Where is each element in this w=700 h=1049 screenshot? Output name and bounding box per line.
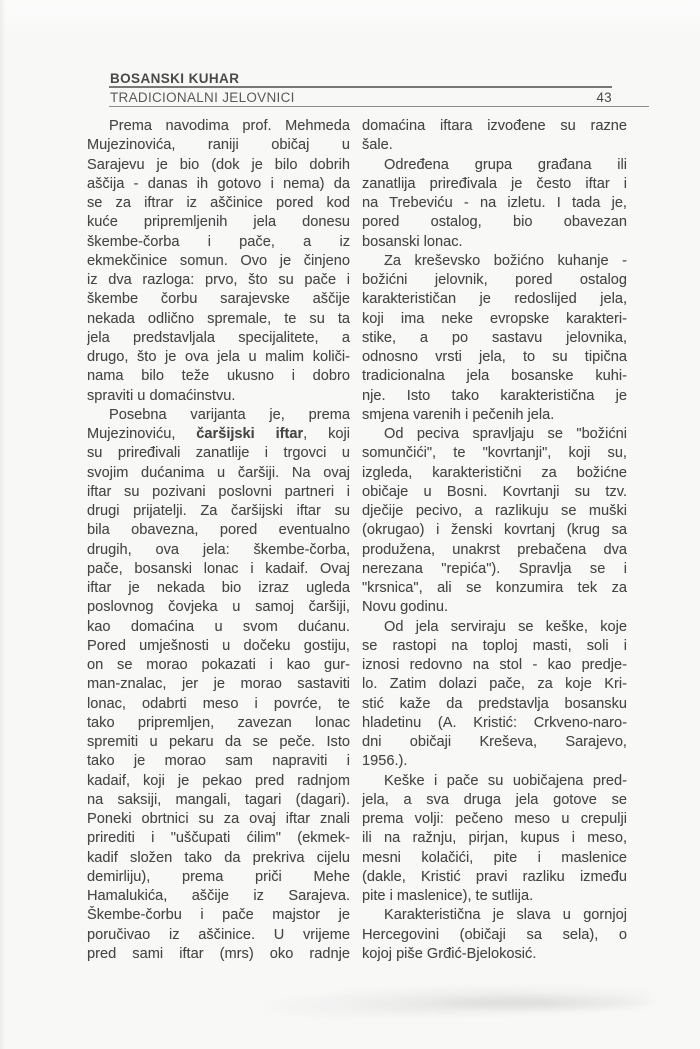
text-line: poslovnog čovjeka u samoj čaršiji, (87, 599, 350, 616)
text-line: kadif složen tako da prekriva cijelu (87, 849, 350, 866)
text-line: Poneki obrtnici su za ovaj iftar znali (87, 811, 350, 827)
text-line: stike, a po sastavu jelovnika, (362, 329, 627, 346)
text-line: man-znalac, jer je morao sastaviti (87, 676, 350, 693)
text-line: škembe čorbu sarajevske aščije (87, 291, 350, 308)
text-line: kuće pripremljenih jela donesu (87, 214, 350, 231)
text-line: nama bilo teže ukusno i dobro (87, 368, 350, 385)
header-rule-bottom (109, 106, 649, 107)
text-line: Prema navodima prof. Mehmeda (109, 118, 350, 134)
text-line: jela, a sva druga jela gotove se (362, 791, 627, 808)
text-line: izgleda, karakteristični za božićne (362, 464, 627, 481)
paragraph (362, 117, 627, 156)
text-line: iftar je nekada bio izraz ugleda (87, 580, 350, 596)
text-line: Keške i pače su uobičajena pred- (384, 772, 627, 789)
text-line: aščija - danas ih gotovo i nema) da (87, 175, 350, 192)
text-line: šale. (362, 137, 393, 154)
text-line: nerezana "repića"). Spravlja se i (362, 560, 627, 577)
text-line: ekmekčinice somun. Ovo je činjeno (87, 252, 350, 269)
text-line: zanatlija priređivala je često iftar i (362, 175, 627, 192)
text-line: domaćina iftara izvođene su razne (362, 118, 627, 134)
text-line: produžena, unakrst prebačena dva (362, 541, 627, 558)
text-line: prema volji: pečeno meso u crepulji (362, 811, 627, 827)
header-row (110, 90, 612, 105)
text-line: mesni kolačići, pite i maslenice (362, 849, 627, 866)
text-line: na Trebeviću - na izletu. I tada je, (362, 195, 627, 211)
section-title: TRADICIONALNI JELOVNICI (110, 90, 295, 105)
text-line: tradicionalna jela bosanske kuhi- (362, 368, 627, 385)
text-line: Od jela serviraju se keške, koje (384, 618, 627, 635)
paragraph (87, 406, 350, 964)
paragraph (362, 156, 627, 252)
right-column (362, 117, 627, 964)
text-line: stić kaže da predstavlja bosansku (362, 695, 627, 712)
paragraph (362, 252, 627, 425)
text-line: demirliju), prema priči Mehe (87, 868, 350, 885)
text-line: Sarajevu je bio (dok je bilo dobrih (87, 156, 350, 173)
text-line: Pored umješnosti u dočeku gostiju, (87, 637, 350, 654)
text-line: on se morao pokazati i kao gur- (87, 657, 350, 673)
text-line: drugi prijatelji. Za čaršijski iftar su (87, 503, 350, 519)
text-line: Novu godinu. (362, 599, 449, 616)
text-line: dječije pecivo, a razlikuju se muški (362, 503, 627, 519)
text-line: lonac, odabrti meso i povrće, te (87, 695, 350, 712)
header-rule-top (109, 86, 612, 88)
page-number: 43 (596, 90, 612, 105)
text-line: nje. Isto tako karakteristična je (362, 387, 627, 404)
text-line: prirediti i "uščupati ćilim" (ekmek- (87, 830, 350, 847)
text-line: (dakle, Kristić pravi razliku između (362, 868, 627, 885)
text-line: odnosno vrsti jela, to su tipična (362, 349, 627, 365)
text-line: Hamalukića, aščije iz Sarajeva. (87, 888, 350, 904)
text-line: bila obavezna, pored eventualno (87, 522, 350, 539)
text-line: se za iftrar iz aščinice pored kod (87, 195, 350, 211)
text-line: Mujezinoviću, čaršijski iftar, koji (87, 426, 350, 442)
text-line: Od peciva spravljaju se "božićni (384, 426, 627, 442)
text-line: svojim dućanima u čaršiji. Na ovaj (87, 464, 350, 481)
text-line: božićni jelovnik, pored ostalog (362, 272, 627, 288)
text-line: se rastopi na toploj masti, soli i (362, 637, 627, 654)
paragraph (87, 117, 350, 406)
text-line: kojoj piše Grđić-Bjelokosić. (362, 945, 537, 962)
text-line: pred sami iftar (mrs) oko radnje (87, 945, 350, 962)
text-columns (87, 117, 627, 964)
text-line: spraviti u domaćinstvu. (87, 387, 236, 404)
scan-shadow-artifact (430, 995, 660, 1011)
text-line: Škembe-čorbu i pače majstor je (87, 907, 350, 924)
text-line: škembe-čorba i pače, a iz (87, 233, 350, 250)
paragraph (362, 425, 627, 618)
text-line: spremiti u pekaru da se peče. Isto (87, 734, 350, 750)
text-line: poručivao iz aščinice. U vrijeme (87, 926, 350, 943)
text-line: bosanski lonac. (362, 233, 463, 250)
text-line: dni običaji Kreševa, Sarajevo, (362, 734, 627, 750)
text-line: običaje u Bosni. Kovrtanji su tzv. (362, 483, 627, 500)
text-line: karakterističan je redoslijed jela, (362, 291, 627, 308)
text-line: iftar su pozivani poslovni partneri i (87, 483, 350, 500)
text-line: tako je morao sam napraviti i (87, 753, 350, 770)
text-line: Hercegovini (običaji sa sela), o (362, 926, 627, 943)
paragraph (362, 906, 627, 964)
text-line: na saksiji, mangali, tagari (dagari). (87, 791, 350, 808)
paragraph (362, 772, 627, 907)
text-line: pite i maslenice), te sutlija. (362, 888, 534, 904)
text-line: drugih, ova jela: škembe-čorba, (87, 541, 350, 558)
text-line: tako pripremljen, zavezan lonac (87, 714, 350, 731)
text-line: Posebna varijanta je, prema (109, 406, 350, 423)
text-line: ili na ražnju, pirjan, kupus i meso, (362, 830, 627, 847)
text-line: Karakteristična je slava u gornjoj (384, 907, 627, 924)
text-line: smjena varenih i pečenih jela. (362, 406, 555, 423)
text-line: iz dva razloga: prvo, što su pače i (87, 272, 350, 288)
text-line: somunčići", te "kovrtanji", koji su, (362, 445, 627, 462)
text-line: pače, bosanski lonac i kadaif. Ovaj (87, 560, 350, 577)
text-line: lo. Zatim dolazi pače, za koje Kri- (362, 676, 627, 693)
text-line: Za kreševsko božićno kuhanje - (384, 252, 627, 269)
text-line: kao domaćina u svom dućanu. (87, 618, 350, 635)
text-line: su priređivali zanatlije i trgovci u (87, 445, 350, 462)
paragraph (362, 618, 627, 772)
text-line: (okrugao) i ženski kovrtanj (krug sa (362, 522, 627, 539)
text-line: kadaif, koji je pekao pred radnjom (87, 772, 350, 789)
text-line: 1956.). (362, 753, 408, 770)
text-line: "krsnica", ali se konzumira tek za (362, 580, 627, 596)
text-line: koji ima neke evropske karakteri- (362, 310, 627, 327)
text-line: hladetinu (A. Kristić: Crkveno-naro- (362, 714, 627, 731)
text-line: pored ostalog, bio obavezan (362, 214, 627, 231)
book-title: BOSANSKI KUHAR (110, 71, 240, 86)
text-line: nekada odlično spremale, te su ta (87, 310, 350, 327)
text-line: jela predstavljala specijalitete, a (87, 329, 350, 346)
text-line: Mujezinovića, raniji običaj u (87, 137, 350, 154)
text-line: Određena grupa građana ili (384, 156, 627, 173)
text-line: drugo, što je ova jela u malim količi- (87, 349, 350, 365)
text-line: iznosi redovno na stol - kao predje- (362, 657, 627, 673)
left-column (87, 117, 350, 964)
